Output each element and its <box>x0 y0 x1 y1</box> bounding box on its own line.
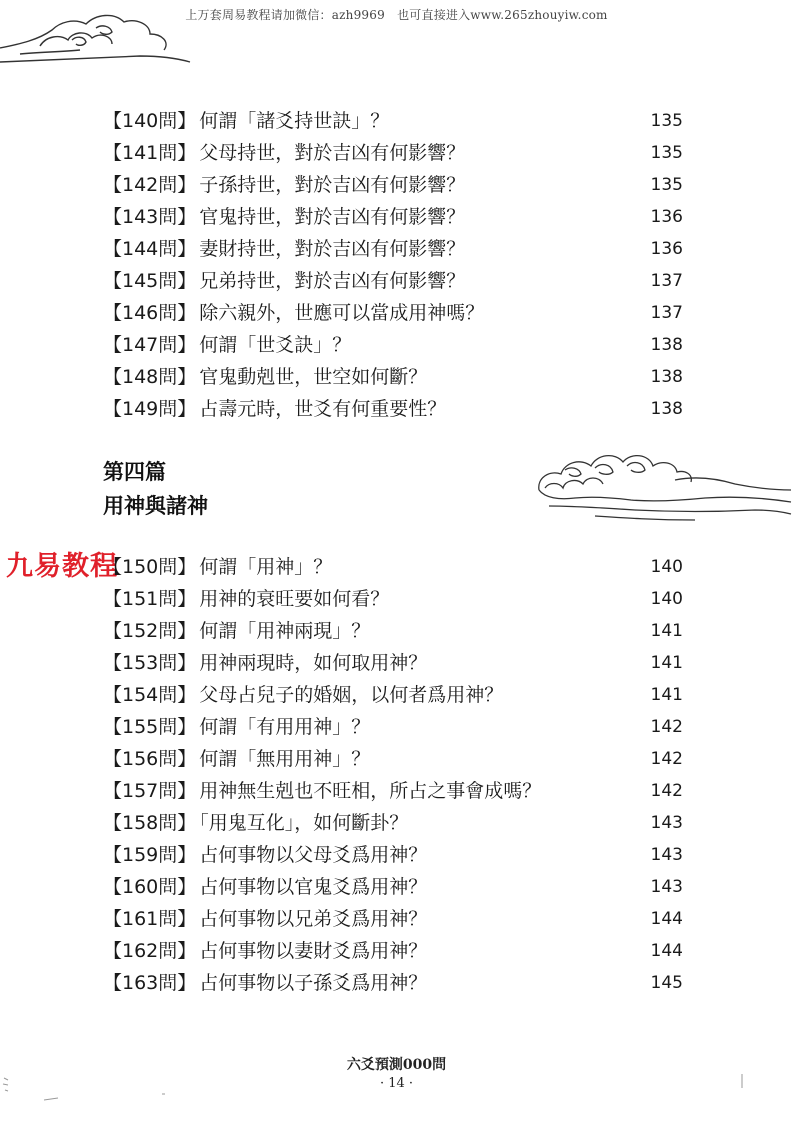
cloud-ornament-top-left <box>0 0 200 80</box>
chapter-heading <box>103 455 208 523</box>
toc-entry[interactable] <box>103 169 683 201</box>
entry-title: 父母占兒子的婚姻，以何者爲用神？ <box>199 684 504 706</box>
entry-title: 除六親外，世應可以當成用神嗎？ <box>199 302 485 324</box>
entry-title: 占何事物以子孫爻爲用神？ <box>199 972 428 994</box>
page-ref: 136 <box>650 207 683 227</box>
toc-entry[interactable] <box>103 201 683 233</box>
question-number: 【158問】 <box>103 812 197 834</box>
question-number: 【156問】 <box>103 748 197 770</box>
toc-entry[interactable] <box>103 137 683 169</box>
toc-entry[interactable] <box>103 807 683 839</box>
question-number: 【142問】 <box>103 174 197 196</box>
toc-entry[interactable] <box>103 711 683 743</box>
page-ref: 141 <box>650 685 683 705</box>
question-number: 【159問】 <box>103 844 197 866</box>
page-ref: 138 <box>650 335 683 355</box>
toc-entry[interactable] <box>103 329 683 361</box>
page-ref: 137 <box>650 271 683 291</box>
toc-entry[interactable] <box>103 551 683 583</box>
question-number: 【148問】 <box>103 366 197 388</box>
toc-section-2 <box>103 551 683 999</box>
question-number: 【140問】 <box>103 110 197 132</box>
question-number: 【163問】 <box>103 972 197 994</box>
page-ref: 135 <box>650 175 683 195</box>
page-ref: 138 <box>650 367 683 387</box>
question-number: 【152問】 <box>103 620 197 642</box>
page-ref: 144 <box>650 909 683 929</box>
watermark-banner: 上万套周易教程请加微信：azh9969 也可直接进入www.265zhouyiw.com <box>185 8 608 22</box>
chapter-title: 用神與諸神 <box>103 494 208 518</box>
entry-title: 何謂「無用用神」？ <box>199 748 371 770</box>
entry-title: 何謂「用神兩現」？ <box>199 620 371 642</box>
cloud-ornament-chapter <box>535 440 793 530</box>
page-ref: 135 <box>650 143 683 163</box>
toc-entry[interactable] <box>103 361 683 393</box>
entry-title: 子孫持世，對於吉凶有何影響？ <box>199 174 466 196</box>
entry-title: 用神兩現時，如何取用神？ <box>199 652 428 674</box>
entry-title: 官鬼持世，對於吉凶有何影響？ <box>199 206 466 228</box>
question-number: 【144問】 <box>103 238 197 260</box>
toc-entry[interactable] <box>103 743 683 775</box>
toc-entry[interactable] <box>103 233 683 265</box>
toc-entry[interactable] <box>103 679 683 711</box>
footer-page-number: · 14 · <box>379 1076 414 1091</box>
toc-entry[interactable] <box>103 871 683 903</box>
page-ref: 141 <box>650 653 683 673</box>
toc-entry[interactable] <box>103 903 683 935</box>
question-number: 【162問】 <box>103 940 197 962</box>
page-ref: 144 <box>650 941 683 961</box>
page-ref: 143 <box>650 813 683 833</box>
toc-section-1 <box>103 105 683 425</box>
question-number: 【146問】 <box>103 302 197 324</box>
page-ref: 143 <box>650 877 683 897</box>
page-ref: 145 <box>650 973 683 993</box>
question-number: 【160問】 <box>103 876 197 898</box>
toc-entry[interactable] <box>103 393 683 425</box>
entry-title: 官鬼動剋世，世空如何斷？ <box>199 366 428 388</box>
entry-title: 何謂「有用用神」？ <box>199 716 371 738</box>
page-ref: 138 <box>650 399 683 419</box>
question-number: 【157問】 <box>103 780 197 802</box>
entry-title: 占何事物以妻財爻爲用神？ <box>199 940 428 962</box>
page-ref: 137 <box>650 303 683 323</box>
entry-title: 兄弟持世，對於吉凶有何影響？ <box>199 270 466 292</box>
question-number: 【153問】 <box>103 652 197 674</box>
entry-title: 用神的衰旺要如何看？ <box>199 588 390 610</box>
page-ref: 143 <box>650 845 683 865</box>
toc-entry[interactable] <box>103 615 683 647</box>
entry-title: 何謂「用神」？ <box>199 556 333 578</box>
scan-marks <box>0 1070 793 1110</box>
question-number: 【145問】 <box>103 270 197 292</box>
toc-entry[interactable] <box>103 583 683 615</box>
page-ref: 140 <box>650 589 683 609</box>
brand-watermark: 九易教程 <box>6 551 118 582</box>
question-number: 【154問】 <box>103 684 197 706</box>
question-number: 【143問】 <box>103 206 197 228</box>
page-ref: 140 <box>650 557 683 577</box>
question-number: 【155問】 <box>103 716 197 738</box>
entry-title: 占何事物以父母爻爲用神？ <box>199 844 428 866</box>
footer-book-title: 六爻預測000問 <box>346 1057 447 1073</box>
entry-title: 占何事物以兄弟爻爲用神？ <box>199 908 428 930</box>
entry-title: 妻財持世，對於吉凶有何影響？ <box>199 238 466 260</box>
toc-entry[interactable] <box>103 967 683 999</box>
chapter-label: 第四篇 <box>103 460 166 484</box>
page-ref: 141 <box>650 621 683 641</box>
page-ref: 136 <box>650 239 683 259</box>
question-number: 【151問】 <box>103 588 197 610</box>
toc-entry[interactable] <box>103 297 683 329</box>
question-number: 【149問】 <box>103 398 197 420</box>
toc-entry[interactable] <box>103 647 683 679</box>
entry-title: 占何事物以官鬼爻爲用神？ <box>199 876 428 898</box>
question-number: 【147問】 <box>103 334 197 356</box>
toc-entry[interactable] <box>103 265 683 297</box>
entry-title: 何謂「諸爻持世訣」？ <box>199 110 390 132</box>
question-number: 【150問】 <box>103 556 197 578</box>
page-ref: 142 <box>650 749 683 769</box>
page-ref: 135 <box>650 111 683 131</box>
page-ref: 142 <box>650 717 683 737</box>
entry-title: 父母持世，對於吉凶有何影響？ <box>199 142 466 164</box>
page-ref: 142 <box>650 781 683 801</box>
entry-title: 用神無生剋也不旺相，所占之事會成嗎？ <box>199 780 542 802</box>
question-number: 【161問】 <box>103 908 197 930</box>
question-number: 【141問】 <box>103 142 197 164</box>
entry-title: 何謂「世爻訣」？ <box>199 334 352 356</box>
entry-title: 占壽元時，世爻有何重要性？ <box>199 398 447 420</box>
toc-entry[interactable] <box>103 935 683 967</box>
toc-entry[interactable] <box>103 105 683 137</box>
toc-entry[interactable] <box>103 775 683 807</box>
toc-entry[interactable] <box>103 839 683 871</box>
entry-title: 「用鬼互化」，如何斷卦？ <box>199 812 409 834</box>
